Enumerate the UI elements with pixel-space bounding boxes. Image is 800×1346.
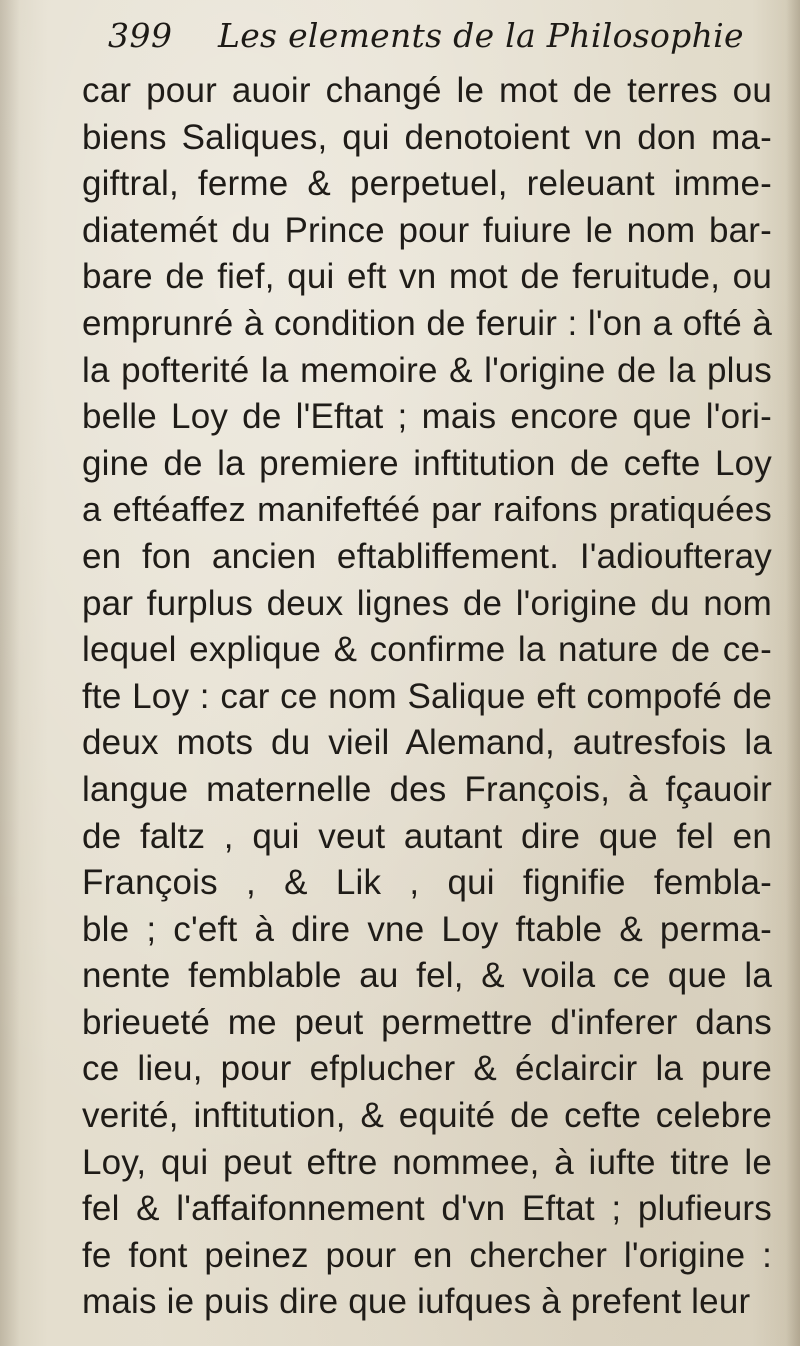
text-line: ble ; c'eft à dire vne Loy ftable & perma- (82, 909, 772, 949)
text-line: mais ie puis dire que iufques à prefent leur (82, 1282, 751, 1322)
text-line: deux mots du vieil Alemand, autresfois la (82, 723, 772, 763)
text-line: François , & Lik , qui fignifie fembla- (82, 863, 772, 903)
page-header (108, 16, 744, 56)
text-line: bare de fief, qui eft vn mot de feruitude, ou (82, 257, 772, 297)
gutter-shadow (0, 0, 20, 1346)
text-line: par furplus deux lignes de l'origine du nom (82, 583, 772, 623)
text-line: ce lieu, pour efplucher & éclaircir la pure (82, 1049, 772, 1089)
text-line: car pour auoir changé le mot de terres ou (82, 71, 772, 110)
text-line: emprunré à condition de feruir : l'on a ofté à (82, 303, 772, 343)
text-line: brieueté me peut permettre d'inferer dans (82, 1002, 772, 1042)
text-line: Loy, qui peut eftre nommee, à iufte titre le (82, 1142, 772, 1182)
text-line: de faltz , qui veut autant dire que fel en (82, 816, 772, 856)
text-line: gine de la premiere inftitution de cefte Loy (82, 443, 772, 483)
text-line: giftral, ferme & perpetuel, releuant imme- (82, 164, 772, 204)
page-number: 399 (108, 16, 173, 55)
text-line: diatemét du Prince pour fuiure le nom bar- (82, 210, 772, 250)
text-line: fel & l'affaifonnement d'vn Eftat ; plufieurs (82, 1189, 772, 1229)
text-line: nente femblable au fel, & voila ce que la (82, 956, 772, 996)
text-line: lequel explique & confirme la nature de ce- (82, 630, 772, 670)
running-title: Les elements de la Philosophie (218, 16, 744, 55)
text-line: verité, inftitution, & equité de cefte celebre (82, 1096, 772, 1136)
text-line: biens Saliques, qui denotoient vn don ma- (82, 117, 772, 157)
text-line: langue maternelle des François, à fçauoir (82, 769, 772, 809)
text-line: belle Loy de l'Eftat ; mais encore que l'ori- (82, 397, 772, 437)
text-line: a eftéaffez manifeftéé par raifons pratiquées (82, 491, 772, 530)
body-text (82, 68, 772, 1326)
page-edge-shadow (786, 0, 800, 1346)
text-line: la pofterité la memoire & l'origine de la plus (82, 350, 772, 390)
text-line: fte Loy : car ce nom Salique eft compofé de (82, 676, 772, 716)
text-line: en fon ancien eftabliffement. I'adioufteray (82, 536, 772, 576)
text-line: fe font peinez pour en chercher l'origine : (82, 1235, 772, 1275)
